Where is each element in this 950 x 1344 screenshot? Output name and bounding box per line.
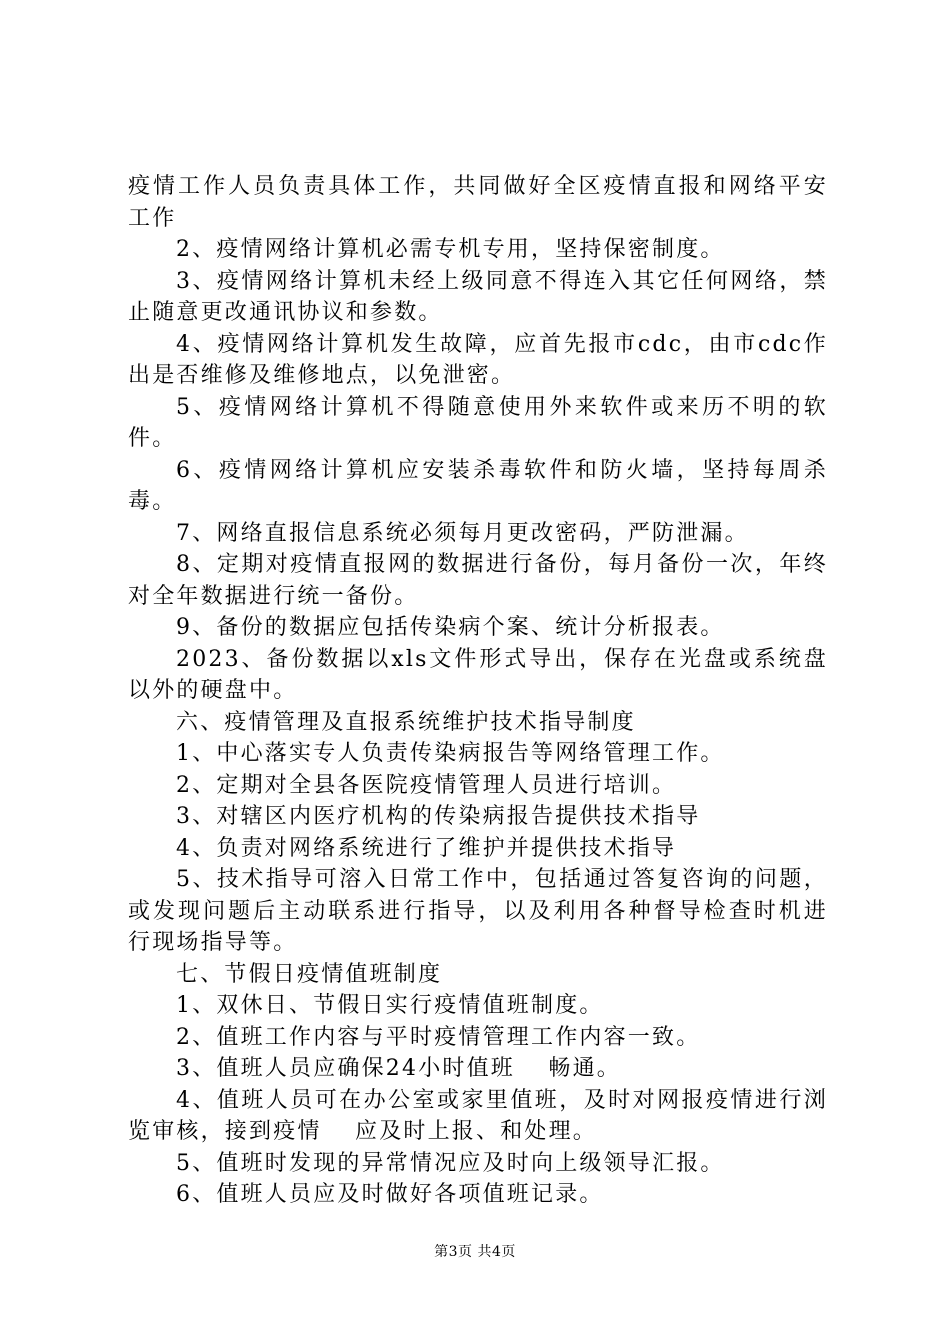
paragraph-item-5: 5、疫情网络计算机不得随意使用外来软件或来历不明的软件。 [128,394,828,451]
paragraph-s7-item-5: 5、值班时发现的异常情况应及时向上级领导汇报。 [176,1150,725,1176]
document-body [128,171,828,1211]
section-heading-7: 七、节假日疫情值班制度 [176,961,443,987]
paragraph-s6-item-4: 4、负责对网络系统进行了维护并提供技术指导 [176,835,677,861]
paragraph-s7-item-3: 3、值班人员应确保24小时值班 畅通。 [176,1056,621,1081]
paragraph-s6-item-1: 1、中心落实专人负责传染病报告等网络管理工作。 [176,741,725,766]
paragraph-item-6: 6、疫情网络计算机应安装杀毒软件和防火墙，坚持每周杀毒。 [128,457,828,514]
paragraph-item-2: 2、疫情网络计算机必需专机专用，坚持保密制度。 [176,237,725,262]
paragraph-item-8: 8、定期对疫情直报网的数据进行备份，每月备份一次，年终对全年数据进行统一备份。 [128,552,828,609]
paragraph-s6-item-3: 3、对辖区内医疗机构的传染病报告提供技术指导 [176,804,701,829]
paragraph-s7-item-6: 6、值班人员应及时做好各项值班记录。 [176,1182,604,1207]
paragraph-item-3: 3、疫情网络计算机未经上级同意不得连入其它任何网络，禁止随意更改通讯协议和参数。 [128,268,828,325]
paragraph-item-10: 2023、备份数据以xls文件形式导出，保存在光盘或系统盘以外的硬盘中。 [128,646,828,703]
paragraph-item-4: 4、疫情网络计算机发生故障，应首先报市cdc，由市cdc作出是否维修及维修地点，以免泄密。 [128,331,828,388]
paragraph-item-7: 7、网络直报信息系统必须每月更改密码，严防泄漏。 [176,520,749,546]
page-footer [0,1241,950,1261]
paragraph-s6-item-2: 2、定期对全县各医院疫情管理人员进行培训。 [176,772,677,798]
paragraph-s7-item-2: 2、值班工作内容与平时疫情管理工作内容一致。 [176,1024,701,1050]
paragraph-continuation: 疫情工作人员负责具体工作，共同做好全区疫情直报和网络平安工作 [128,174,828,231]
section-heading-6: 六、疫情管理及直报系统维护技术指导制度 [176,709,636,735]
paragraph-s7-item-1: 1、双休日、节假日实行疫情值班制度。 [176,993,604,1018]
paragraph-s6-item-5: 5、技术指导可溶入日常工作中，包括通过答复咨询的问题，或发现问题后主动联系进行指导，以及利用各种督导检查时机进行现场指导等。 [128,867,828,955]
paragraph-item-9: 9、备份的数据应包括传染病个案、统计分析报表。 [176,615,725,640]
page-number-label: 第3页 共4页 [434,1244,516,1260]
paragraph-s7-item-4: 4、值班人员可在办公室或家里值班，及时对网报疫情进行浏览审核，接到疫情 应及时上报、和处理。 [128,1087,828,1144]
